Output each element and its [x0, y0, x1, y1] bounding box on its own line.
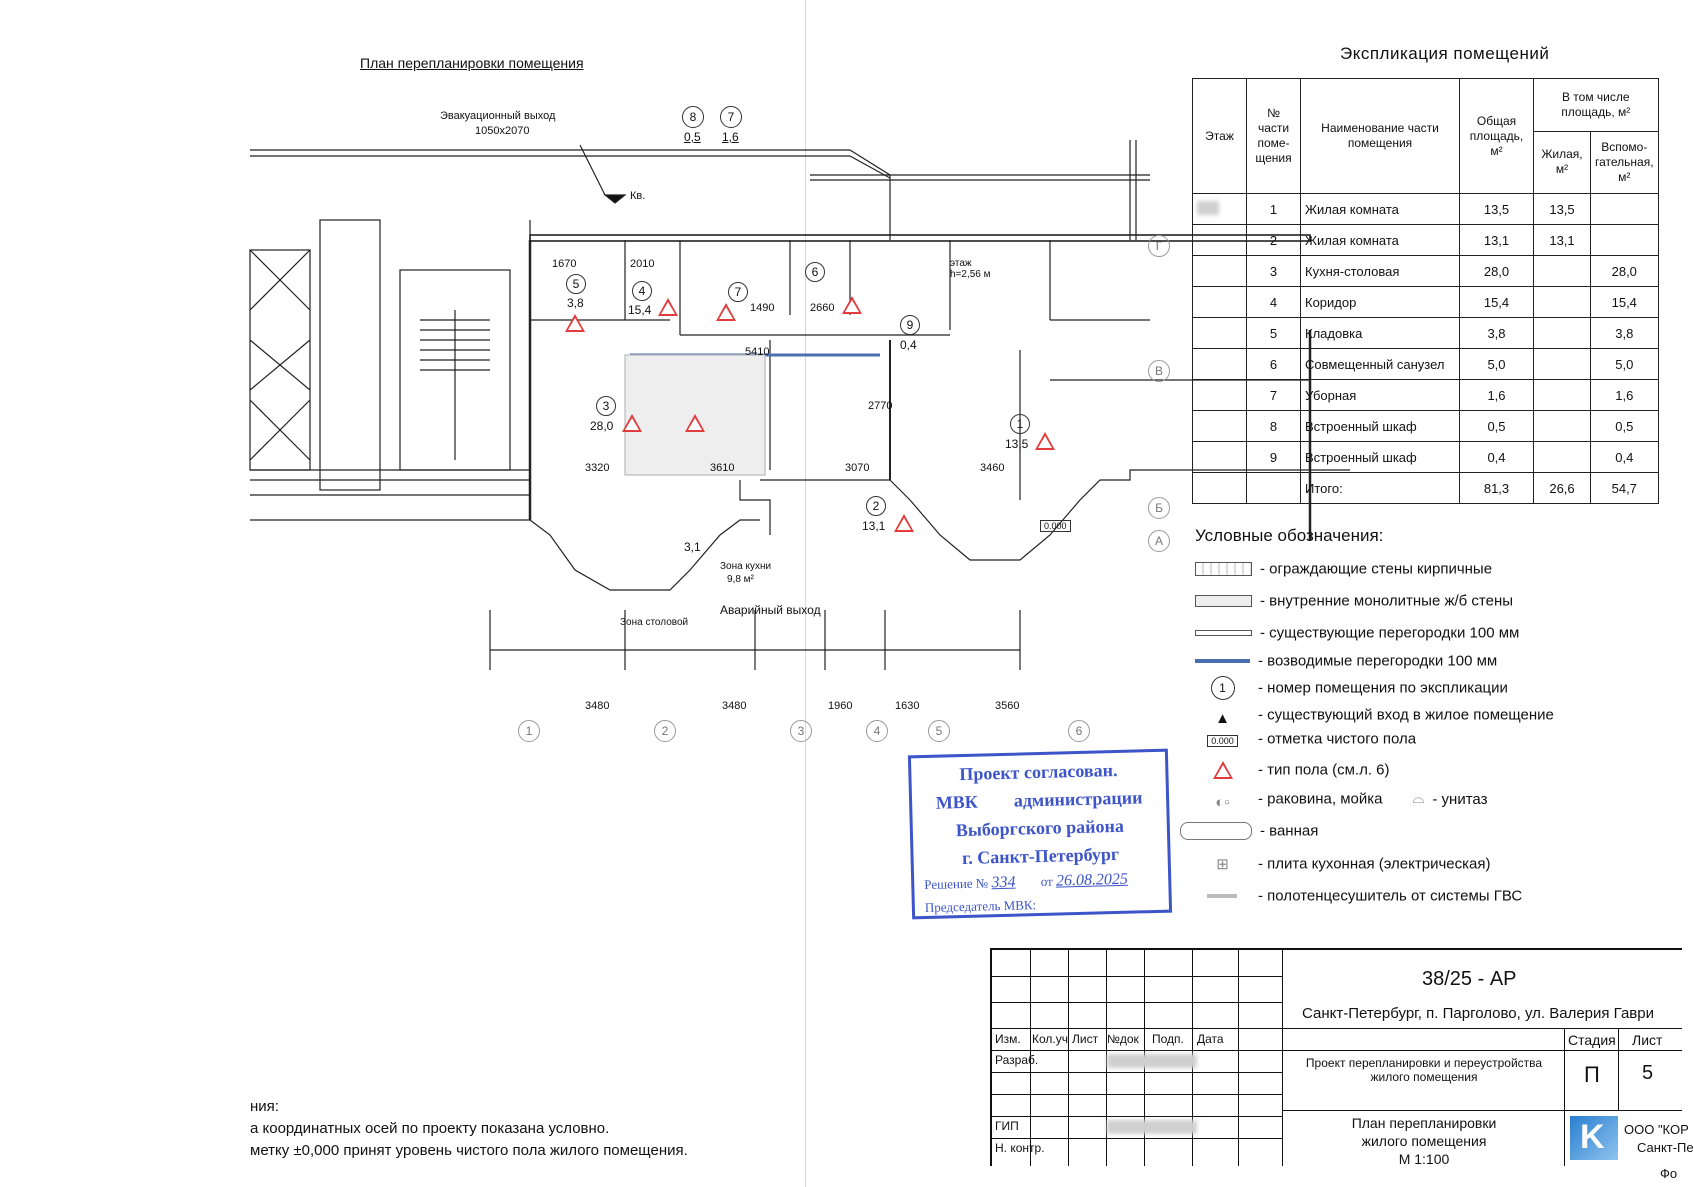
- partition-icon: [1195, 630, 1252, 636]
- org-logo-icon: K: [1570, 1116, 1618, 1160]
- dim: 1670: [552, 258, 577, 270]
- tb-line: [992, 1094, 1282, 1095]
- cell: 26,6: [1534, 473, 1591, 504]
- mark-area-7: 1,6: [722, 130, 739, 144]
- row-gip: ГИП: [995, 1119, 1019, 1133]
- tb-line: [1564, 1028, 1565, 1166]
- zone-kitchen-area: 9,8 м²: [727, 574, 754, 585]
- cell: 13,1: [1460, 225, 1534, 256]
- cell: 7: [1247, 380, 1301, 411]
- emergency-exit: Аварийный выход: [720, 603, 821, 617]
- legend-text: - тип пола (см.л. 6): [1258, 761, 1390, 779]
- cell: Жилая комната: [1301, 225, 1460, 256]
- stamp-line4: г. Санкт-Петербург: [961, 843, 1120, 869]
- cell: 1,6: [1460, 380, 1534, 411]
- dim: 3320: [585, 462, 610, 474]
- axis-circle: 2: [654, 720, 676, 742]
- tb-line: [1282, 1110, 1682, 1111]
- cell: [1193, 442, 1247, 473]
- cell: 8: [1247, 411, 1301, 442]
- axis-dim: 1960: [828, 700, 853, 712]
- floor-plan-svg: [250, 140, 1160, 730]
- cell: [1193, 473, 1247, 504]
- legend-item: [1195, 790, 1488, 812]
- plan-title: План перепланировки помещения: [360, 55, 584, 71]
- legend-text: - существующие перегородки 100 мм: [1260, 624, 1520, 642]
- cell: Уборная: [1301, 380, 1460, 411]
- cell: 0,5: [1591, 411, 1659, 442]
- note-1: а координатных осей по проекту показана условно.: [250, 1120, 610, 1137]
- axis-circle: 6: [1068, 720, 1090, 742]
- stamp-line2: МВК администрации: [935, 787, 1143, 813]
- sheet-header: Лист: [1632, 1032, 1663, 1048]
- mark-circle-7: 7: [720, 106, 742, 128]
- floor-type-icon: [658, 298, 678, 316]
- dim: 3070: [845, 462, 870, 474]
- cell: [1193, 318, 1247, 349]
- axis-dim: 3480: [722, 700, 747, 712]
- org-name: ООО "КОР: [1624, 1122, 1689, 1137]
- stamp-date: 26.08.2025: [1055, 870, 1129, 890]
- cell: 1,6: [1591, 380, 1659, 411]
- room-area-5: 3,8: [567, 296, 584, 310]
- cell: 5,0: [1591, 349, 1659, 380]
- floor-type-icon: [894, 514, 914, 532]
- stage-header: Стадия: [1568, 1032, 1616, 1048]
- room-circle-7: 7: [728, 282, 748, 302]
- cell: Коридор: [1301, 287, 1460, 318]
- tb-line: [992, 1028, 1682, 1029]
- cell: [1534, 380, 1591, 411]
- th-total: Общая площадь, м²: [1460, 79, 1534, 194]
- row-razrab: Разраб.: [995, 1053, 1039, 1067]
- col-data: Дата: [1197, 1032, 1224, 1046]
- cell: 13,5: [1460, 194, 1534, 225]
- legend-item: [1195, 760, 1390, 780]
- cell: Совмещенный санузел: [1301, 349, 1460, 380]
- col-podp: Подп.: [1152, 1032, 1184, 1046]
- stamp-decision-number: 334: [991, 873, 1016, 892]
- cell: 6: [1247, 349, 1301, 380]
- tb-line: [992, 976, 1282, 977]
- apartment-label: Кв.: [630, 190, 646, 202]
- legend-text: - номер помещения по экспликации: [1258, 679, 1508, 697]
- dim: 2660: [810, 302, 835, 314]
- room-number-circle: 1: [1211, 676, 1235, 700]
- col-izm: Изм.: [995, 1032, 1021, 1046]
- cell: [1591, 194, 1659, 225]
- cell: [1534, 287, 1591, 318]
- cell: 28,0: [1460, 256, 1534, 287]
- legend-item: [1195, 676, 1508, 700]
- cell: Встроенный шкаф: [1301, 442, 1460, 473]
- cell: 15,4: [1591, 287, 1659, 318]
- stamp-chair: Председатель МВК:: [924, 897, 1037, 916]
- cell: 1: [1247, 194, 1301, 225]
- legend-item: [1195, 822, 1318, 840]
- stove-icon: ⊞: [1216, 856, 1229, 874]
- floor-type-icon: [1035, 432, 1055, 450]
- stamp-line1: Проект согласован.: [959, 759, 1118, 785]
- cell: 9: [1247, 442, 1301, 473]
- axis-dim: 1630: [895, 700, 920, 712]
- cell: 13,5: [1534, 194, 1591, 225]
- cell: [1591, 225, 1659, 256]
- legend-item: [1195, 730, 1416, 748]
- room-circle-1: 1: [1010, 414, 1030, 434]
- cell: 15,4: [1460, 287, 1534, 318]
- toilet-icon: ⌓: [1412, 790, 1425, 807]
- tb-line: [1068, 950, 1069, 1166]
- cell: Встроенный шкаф: [1301, 411, 1460, 442]
- dim: 2010: [630, 258, 655, 270]
- cell: [1193, 287, 1247, 318]
- floor-type-icon: [842, 296, 862, 314]
- cell: 3,8: [1460, 318, 1534, 349]
- cell: [1193, 225, 1247, 256]
- cell: 5,0: [1460, 349, 1534, 380]
- level-icon: [1195, 731, 1250, 748]
- table-row: [1193, 225, 1659, 256]
- stamp-decision: [914, 870, 1168, 895]
- project-address: Санкт-Петербург, п. Парголово, ул. Валерия Гаври: [1302, 1005, 1654, 1022]
- axis-circle: 1: [518, 720, 540, 742]
- table-row: [1193, 411, 1659, 442]
- table-row: [1193, 287, 1659, 318]
- cell-floor: [1193, 194, 1247, 225]
- cell: 4: [1247, 287, 1301, 318]
- stamp-from-label: от: [1040, 873, 1053, 889]
- cell: Кухня-столовая: [1301, 256, 1460, 287]
- approval-stamp: [908, 749, 1172, 920]
- dim: 5410: [745, 346, 770, 358]
- brick-wall-icon: [1195, 562, 1252, 576]
- legend-item: [1195, 706, 1554, 728]
- dim: 1490: [750, 302, 775, 314]
- stamp-decision-label: Решение №: [924, 875, 989, 893]
- tb-line: [1618, 1028, 1619, 1110]
- th-floor: Этаж: [1193, 79, 1247, 194]
- room-area-1: 13,5: [1005, 437, 1029, 451]
- zone-kitchen: Зона кухни: [720, 561, 772, 572]
- level-symbol: 0.000: [1207, 735, 1238, 747]
- cell: [1534, 349, 1591, 380]
- axis-circle: 5: [928, 720, 950, 742]
- towel-dryer-icon: [1207, 894, 1237, 898]
- legend-item: [1195, 855, 1490, 873]
- dim: 2770: [868, 400, 893, 412]
- table-row: [1193, 380, 1659, 411]
- floor-type-icon: [565, 314, 585, 332]
- cell: 54,7: [1591, 473, 1659, 504]
- redacted-name: [1107, 1054, 1197, 1068]
- sheet-value: 5: [1642, 1062, 1654, 1084]
- cell: 0,5: [1460, 411, 1534, 442]
- legend-item: [1195, 560, 1492, 578]
- mark-area-8: 0,5: [684, 130, 701, 144]
- evac-exit-size: 1050х2070: [475, 125, 530, 137]
- tb-line: [1238, 950, 1239, 1166]
- level-mark: 0.000: [1040, 520, 1071, 532]
- cell: Жилая комната: [1301, 194, 1460, 225]
- concrete-wall-icon: [1195, 595, 1252, 607]
- sink-icon: ◐▫: [1215, 794, 1230, 812]
- tb-line: [992, 1116, 1282, 1117]
- cell: [1534, 318, 1591, 349]
- room-area-3: 28,0: [590, 419, 614, 433]
- tb-line: [992, 1002, 1282, 1003]
- room-circle-4: 4: [632, 281, 652, 301]
- legend-text: - внутренние монолитные ж/б стены: [1260, 592, 1514, 610]
- project-name: Проект перепланировки и переустройства жилого помещения: [1305, 1056, 1543, 1084]
- drawing-name: План перепланировки жилого помещения М 1:100: [1351, 1115, 1497, 1167]
- legend-item: [1195, 887, 1522, 905]
- cell: [1193, 256, 1247, 287]
- redacted-name: [1107, 1120, 1197, 1134]
- org-city: Санкт-Пе: [1637, 1140, 1694, 1155]
- tb-line: [992, 1138, 1282, 1139]
- legend-text: - существующий вход в жилое помещение: [1258, 706, 1554, 724]
- cell: [1534, 411, 1591, 442]
- axis-circle: 3: [790, 720, 812, 742]
- th-aux: Вспомо-гательная, м²: [1591, 131, 1659, 193]
- entrance-icon: ▲: [1215, 710, 1230, 728]
- col-ndok: №док: [1107, 1032, 1139, 1046]
- explication-table: [1192, 78, 1659, 504]
- legend-item: [1195, 652, 1497, 670]
- room-circle-6: 6: [805, 262, 825, 282]
- cell: [1534, 442, 1591, 473]
- dim: 3,1: [684, 540, 701, 554]
- dim: 3460: [980, 462, 1005, 474]
- cell: 3,8: [1591, 318, 1659, 349]
- room-circle-3: 3: [596, 396, 616, 416]
- th-name: Наименование части помещения: [1301, 79, 1460, 194]
- row-nkontr: Н. контр.: [995, 1141, 1045, 1155]
- legend-text: - ванная: [1260, 822, 1319, 840]
- th-incl: В том числе площадь, м²: [1534, 79, 1659, 132]
- legend-item: [1195, 624, 1519, 642]
- stamp-line3: Выборгского района: [955, 815, 1125, 841]
- cell: [1534, 256, 1591, 287]
- floor-type-icon: [716, 303, 736, 321]
- explication-title: Экспликация помещений: [1340, 44, 1550, 63]
- room-area-4: 15,4: [628, 303, 652, 317]
- table-row: [1193, 256, 1659, 287]
- th-living: Жилая, м²: [1534, 131, 1591, 193]
- legend-text: - раковина, мойка: [1258, 790, 1383, 808]
- cell: [1193, 411, 1247, 442]
- note-2: метку ±0,000 принят уровень чистого пола жилого помещения.: [250, 1142, 688, 1159]
- table-row: [1193, 349, 1659, 380]
- legend-text: - отметка чистого пола: [1258, 730, 1417, 748]
- axis-circle: 4: [866, 720, 888, 742]
- table-total-row: [1193, 473, 1659, 504]
- room-circle-2: 2: [866, 496, 886, 516]
- cell: 2: [1247, 225, 1301, 256]
- cell: 5: [1247, 318, 1301, 349]
- tb-line: [1564, 1050, 1682, 1051]
- tb-line: [992, 1072, 1282, 1073]
- cell: 0,4: [1460, 442, 1534, 473]
- table-row: [1193, 442, 1659, 473]
- legend-text: - возводимые перегородки 100 мм: [1258, 652, 1498, 670]
- cell: Кладовка: [1301, 318, 1460, 349]
- room-circle-9: 9: [900, 315, 920, 335]
- cell: 13,1: [1534, 225, 1591, 256]
- col-koluch: Кол.уч: [1032, 1032, 1068, 1046]
- title-block: [990, 948, 1694, 1167]
- axis-circle: А: [1148, 530, 1170, 552]
- room-area-9: 0,4: [900, 338, 917, 352]
- legend-text: - ограждающие стены кирпичные: [1260, 560, 1493, 578]
- cell: 3: [1247, 256, 1301, 287]
- table-row: [1193, 194, 1659, 225]
- legend-item: [1195, 592, 1513, 610]
- cell: 81,3: [1460, 473, 1534, 504]
- cell: 0,4: [1591, 442, 1659, 473]
- axis-dim: 3560: [995, 700, 1020, 712]
- stage-value: П: [1584, 1062, 1600, 1087]
- tb-line: [1282, 950, 1283, 1166]
- floor-height: этаж h=2,56 м: [950, 258, 991, 280]
- table-row: [1193, 318, 1659, 349]
- format-label: Фо: [1660, 1166, 1678, 1181]
- room-number-icon: [1195, 676, 1250, 700]
- axis-circle: Б: [1148, 497, 1170, 519]
- project-code: 38/25 - АР: [1422, 968, 1517, 990]
- cell: 28,0: [1591, 256, 1659, 287]
- bathtub-icon: [1180, 822, 1252, 840]
- dim: 3610: [710, 462, 735, 474]
- cell: [1193, 380, 1247, 411]
- floor-type-legend-icon: [1195, 760, 1250, 780]
- cell: Итого:: [1301, 473, 1460, 504]
- legend-text: - унитаз: [1432, 790, 1488, 808]
- axis-circle: В: [1148, 360, 1170, 382]
- axis-dim: 3480: [585, 700, 610, 712]
- cell: [1193, 349, 1247, 380]
- evac-exit-label: Эвакуационный выход: [440, 110, 556, 122]
- floor-type-icon: [685, 414, 705, 432]
- axis-circle: Г: [1148, 235, 1170, 257]
- legend-text: - полотенцесушитель от системы ГВС: [1258, 887, 1523, 905]
- legend-text: - плита кухонная (электрическая): [1258, 855, 1491, 873]
- room-circle-5: 5: [566, 274, 586, 294]
- floor-type-icon: [622, 414, 642, 432]
- legend-title: Условные обозначения:: [1195, 526, 1384, 545]
- zone-dining: Зона столовой: [620, 617, 689, 628]
- room-area-2: 13,1: [862, 519, 886, 533]
- cell: [1247, 473, 1301, 504]
- col-list: Лист: [1072, 1032, 1099, 1046]
- mark-circle-8: 8: [682, 106, 704, 128]
- new-partition-icon: [1195, 659, 1250, 663]
- th-part-no: № части поме- щения: [1247, 79, 1301, 194]
- notes-title: ния:: [250, 1098, 279, 1115]
